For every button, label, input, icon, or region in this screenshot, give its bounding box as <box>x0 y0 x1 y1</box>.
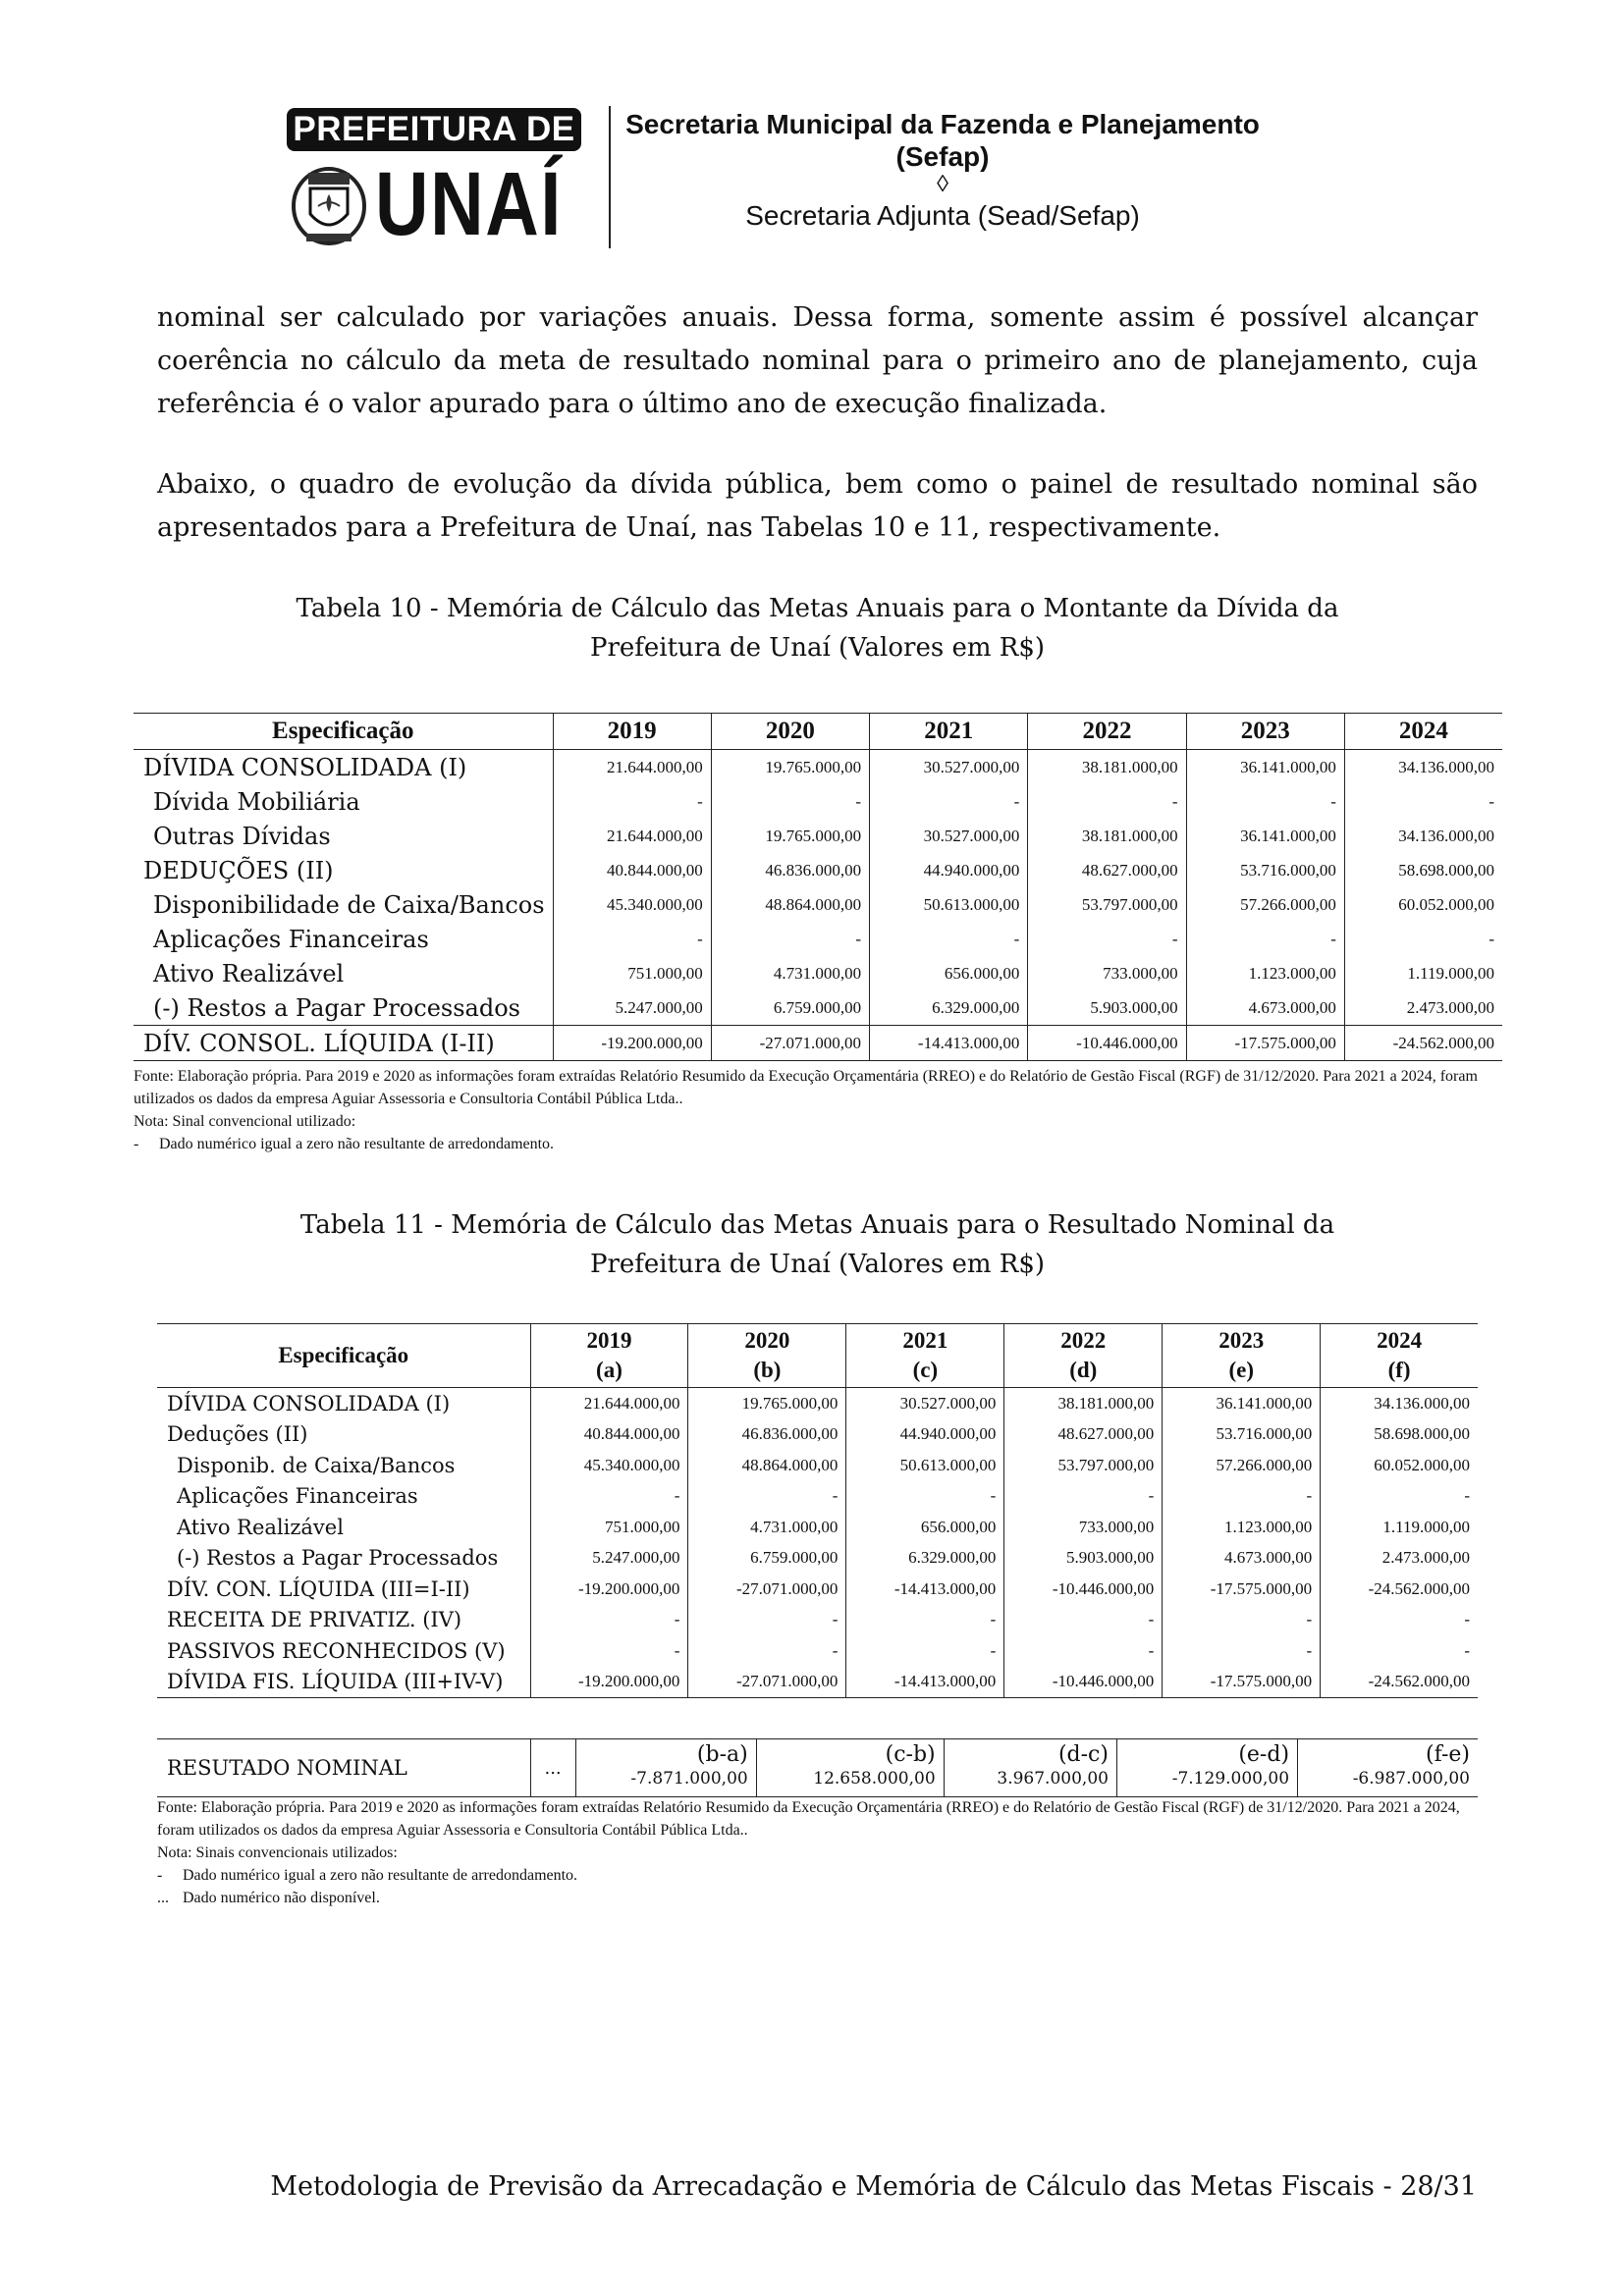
table10-cell: 1.123.000,00 <box>1186 956 1344 990</box>
resultado-nominal-value: -7.129.000,00 <box>1171 1769 1290 1789</box>
table10-cell: 1.119.000,00 <box>1344 956 1502 990</box>
table11-header-year <box>846 1324 1004 1388</box>
table11-cell: 30.527.000,00 <box>846 1388 1004 1419</box>
table10-cell: - <box>870 922 1028 956</box>
resultado-nominal-cell <box>944 1739 1116 1797</box>
table10-cell: 656.000,00 <box>870 956 1028 990</box>
table11-cell: 36.141.000,00 <box>1163 1388 1321 1419</box>
table11-cell: - <box>530 1481 688 1513</box>
table10-header-year: 2024 <box>1344 714 1502 750</box>
table10-cell: - <box>1344 784 1502 819</box>
table11-note-title: Nota: Sinais convencionais utilizados: <box>157 1844 398 1861</box>
table10-cell: 48.864.000,00 <box>711 887 869 922</box>
table11-header-year-label: 2021 <box>902 1328 948 1353</box>
table10-row <box>134 853 1502 887</box>
page-header <box>285 106 1267 253</box>
table11-cell: 53.716.000,00 <box>1163 1419 1321 1451</box>
table10-cell: 19.765.000,00 <box>711 819 869 853</box>
table10-row <box>134 819 1502 853</box>
table11-cell: - <box>846 1635 1004 1667</box>
table10-row-label: DÍVIDA CONSOLIDADA (I) <box>143 753 467 781</box>
table10-cell: -24.562.000,00 <box>1344 1026 1502 1061</box>
table10-cell: 4.731.000,00 <box>711 956 869 990</box>
table10-cell: 38.181.000,00 <box>1028 819 1186 853</box>
table11-row <box>157 1543 1478 1575</box>
table10-cell: 30.527.000,00 <box>870 750 1028 785</box>
table10-cell: 21.644.000,00 <box>553 819 711 853</box>
table10-header-year: 2020 <box>711 714 869 750</box>
table11-header-letter: (a) <box>596 1358 623 1382</box>
prefeitura-logo <box>285 106 584 254</box>
table10-cell: 5.903.000,00 <box>1028 990 1186 1026</box>
table10-cell: 44.940.000,00 <box>870 853 1028 887</box>
table10-note-title: Nota: Sinal convencional utilizado: <box>134 1113 356 1130</box>
table10-cell: 19.765.000,00 <box>711 750 869 785</box>
table11-cell: 50.613.000,00 <box>846 1450 1004 1481</box>
table10-cell: - <box>1186 784 1344 819</box>
table11-header-year <box>1163 1324 1321 1388</box>
table11-row <box>157 1388 1478 1419</box>
resultado-nominal-value: 12.658.000,00 <box>813 1769 936 1789</box>
table10-cell: 48.627.000,00 <box>1028 853 1186 887</box>
resultado-nominal-label: RESUTADO NOMINAL <box>157 1739 530 1797</box>
table11-header-year-label: 2023 <box>1218 1328 1265 1353</box>
table11-row <box>157 1419 1478 1451</box>
secretaria-adjunta: Secretaria Adjunta (Sead/Sefap) <box>745 200 1140 231</box>
table11-row-label: Disponib. de Caixa/Bancos <box>177 1453 456 1477</box>
table10-row-label: Disponibilidade de Caixa/Bancos <box>153 890 545 919</box>
table10-cell: 30.527.000,00 <box>870 819 1028 853</box>
table11-row <box>157 1450 1478 1481</box>
table10-row-label: Ativo Realizável <box>153 959 345 988</box>
table11-cell: 48.627.000,00 <box>1004 1419 1163 1451</box>
table11-cell: 2.473.000,00 <box>1321 1543 1478 1575</box>
table10-cell: 38.181.000,00 <box>1028 750 1186 785</box>
table11-cell: 19.765.000,00 <box>688 1388 846 1419</box>
table11-header-row <box>157 1324 1478 1388</box>
table10-cell: 60.052.000,00 <box>1344 887 1502 922</box>
table11-cell: -24.562.000,00 <box>1321 1667 1478 1698</box>
table10-cell: - <box>1344 922 1502 956</box>
table10-cell: 50.613.000,00 <box>870 887 1028 922</box>
table10-cell: - <box>1186 922 1344 956</box>
table11-cell: 656.000,00 <box>846 1512 1004 1543</box>
table10-cell: 2.473.000,00 <box>1344 990 1502 1026</box>
table11-cell: 5.247.000,00 <box>530 1543 688 1575</box>
table10-row <box>134 1026 1502 1061</box>
page-footer: Metodologia de Previsão da Arrecadação e Memória de Cálculo das Metas Fiscais - 28/31 <box>270 2171 1477 2202</box>
table11-cell: 6.329.000,00 <box>846 1543 1004 1575</box>
table10-row <box>134 784 1502 819</box>
table11-legend-item <box>157 1864 1478 1887</box>
table11-row-label: DÍVIDA CONSOLIDADA (I) <box>167 1391 451 1415</box>
table11-row-label: RECEITA DE PRIVATIZ. (IV) <box>167 1608 462 1632</box>
table10-cell: 58.698.000,00 <box>1344 853 1502 887</box>
table10-cell: - <box>553 922 711 956</box>
table10-row-label: Aplicações Financeiras <box>153 925 429 953</box>
table10-cell: 6.759.000,00 <box>711 990 869 1026</box>
table11-cell: 58.698.000,00 <box>1321 1419 1478 1451</box>
table11-header-year-label: 2024 <box>1377 1328 1423 1353</box>
table11-cell: 46.836.000,00 <box>688 1419 846 1451</box>
table11-legend-text: Dado numérico não disponível. <box>183 1890 380 1906</box>
resultado-nominal-first: ... <box>530 1739 575 1797</box>
table11-cell: 60.052.000,00 <box>1321 1450 1478 1481</box>
table11-cell: - <box>688 1635 846 1667</box>
table11-cell: 48.864.000,00 <box>688 1450 846 1481</box>
table10-cell: 53.797.000,00 <box>1028 887 1186 922</box>
table10-cell: - <box>711 784 869 819</box>
table11-row-label: PASSIVOS RECONHECIDOS (V) <box>167 1638 506 1663</box>
table11-cell: - <box>1163 1605 1321 1636</box>
body-paragraph-2: Abaixo, o quadro de evolução da dívida pública, bem como o painel de resultado nominal são apresentados para a Prefeitura de Unaí, nas Tabelas 10 e 11, respectivamente. <box>157 469 1478 543</box>
table11-resultado-nominal <box>157 1738 1478 1797</box>
table11-row-label: DÍV. CON. LÍQUIDA (III=I-II) <box>167 1576 470 1601</box>
table10-cell: 57.266.000,00 <box>1186 887 1344 922</box>
table10-caption-line2: Prefeitura de Unaí (Valores em R$) <box>589 633 1046 663</box>
coat-of-arms-icon <box>289 163 369 247</box>
logo-top-text: PREFEITURA DE <box>287 108 581 151</box>
table11-cell: - <box>846 1605 1004 1636</box>
table11-caption-line1: Tabela 11 - Memória de Cálculo das Metas Anuais para o Resultado Nominal da <box>299 1210 1335 1240</box>
table10-header-year: 2021 <box>870 714 1028 750</box>
table10-row <box>134 990 1502 1026</box>
table10-row-label: DEDUÇÕES (II) <box>143 856 334 884</box>
table11-row-label: Ativo Realizável <box>177 1515 344 1539</box>
diamond-separator-icon: ◊ <box>937 171 948 197</box>
table11-header-year <box>1321 1324 1478 1388</box>
table11-header-spec: Especificação <box>157 1324 530 1388</box>
resultado-nominal-formula: (f-e) <box>1426 1742 1470 1767</box>
table11-cell: -27.071.000,00 <box>688 1667 846 1698</box>
table11-cell: -24.562.000,00 <box>1321 1574 1478 1605</box>
table11-header-year-label: 2022 <box>1060 1328 1107 1353</box>
resultado-nominal-value: -6.987.000,00 <box>1352 1769 1470 1789</box>
table11-cell: 57.266.000,00 <box>1163 1450 1321 1481</box>
table10-cell: - <box>553 784 711 819</box>
table10-cell: 46.836.000,00 <box>711 853 869 887</box>
table11-caption <box>157 1205 1478 1284</box>
table11-cell: - <box>1163 1481 1321 1513</box>
table11-cell: 4.673.000,00 <box>1163 1543 1321 1575</box>
table10-notes <box>134 1065 1502 1155</box>
table10-header-year: 2019 <box>553 714 711 750</box>
table11-cell: 5.903.000,00 <box>1004 1543 1163 1575</box>
header-divider <box>609 106 611 248</box>
table10-cell: 751.000,00 <box>553 956 711 990</box>
table11-header-year-label: 2020 <box>744 1328 790 1353</box>
resultado-nominal-cell <box>1116 1739 1297 1797</box>
table10-header-year: 2022 <box>1028 714 1186 750</box>
table11-row-label: Deduções (II) <box>167 1422 308 1447</box>
table11-legend-item <box>157 1887 1478 1909</box>
table10-cell: - <box>711 922 869 956</box>
table11-header-year <box>1004 1324 1163 1388</box>
body-paragraph-1: nominal ser calculado por variações anuais. Dessa forma, somente assim é possível alcançar coerência no cálculo da meta de resultado nominal para o primeiro ano de planejamento, cuja referência é o valor apurado para o último ano de execução finalizada. <box>157 302 1478 419</box>
table11-cell: - <box>1004 1605 1163 1636</box>
table10-header-row <box>134 714 1502 750</box>
table11-cell: - <box>1004 1481 1163 1513</box>
table11-row-label: Aplicações Financeiras <box>177 1484 418 1509</box>
table11-cell: - <box>688 1605 846 1636</box>
logo-bottom-text: UNAÍ <box>375 154 563 254</box>
table10-row <box>134 922 1502 956</box>
table10-row-label: (-) Restos a Pagar Processados <box>153 993 520 1022</box>
table11-header-letter: (e) <box>1228 1358 1254 1382</box>
table10-legend-text: Dado numérico igual a zero não resultante de arredondamento. <box>159 1136 555 1152</box>
table10-cell: -17.575.000,00 <box>1186 1026 1344 1061</box>
secretaria-acronym: (Sefap) <box>895 141 990 172</box>
table10-cell: 4.673.000,00 <box>1186 990 1344 1026</box>
table11-cell: - <box>530 1605 688 1636</box>
table10-cell: 36.141.000,00 <box>1186 819 1344 853</box>
table11-cell: -19.200.000,00 <box>530 1574 688 1605</box>
table11-cell: 34.136.000,00 <box>1321 1388 1478 1419</box>
table11 <box>157 1323 1478 1698</box>
table11-header-year <box>688 1324 846 1388</box>
table10-row-label: Outras Dívidas <box>153 822 331 850</box>
table11-cell: 1.119.000,00 <box>1321 1512 1478 1543</box>
table10-legend-mark: - <box>134 1136 139 1152</box>
table11-cell: -19.200.000,00 <box>530 1667 688 1698</box>
resultado-nominal-cell <box>756 1739 944 1797</box>
table10-cell: -27.071.000,00 <box>711 1026 869 1061</box>
table10-cell: - <box>1028 922 1186 956</box>
header-titles <box>619 106 1267 236</box>
table11-header-letter: (b) <box>753 1358 782 1382</box>
table11-cell: 38.181.000,00 <box>1004 1388 1163 1419</box>
resultado-nominal-formula: (e-d) <box>1238 1742 1290 1767</box>
table11-cell: -27.071.000,00 <box>688 1574 846 1605</box>
table10-row-label: DÍV. CONSOL. LÍQUIDA (I-II) <box>134 1026 553 1061</box>
resultado-nominal-formula: (d-c) <box>1057 1742 1109 1767</box>
table11-cell: 45.340.000,00 <box>530 1450 688 1481</box>
secretaria-title: Secretaria Municipal da Fazenda e Planejamento <box>625 109 1260 139</box>
table11-row-label: DÍVIDA FIS. LÍQUIDA (III+IV-V) <box>157 1667 530 1698</box>
resultado-nominal-row <box>157 1739 1478 1797</box>
resultado-nominal-cell <box>575 1739 756 1797</box>
table10 <box>134 713 1502 1061</box>
table11-legend-mark: ... <box>157 1890 169 1906</box>
table11-cell: -17.575.000,00 <box>1163 1667 1321 1698</box>
table10-source: Fonte: Elaboração própria. Para 2019 e 2020 as informações foram extraídas Relatório Resumido da Execução Orçamentária (RREO) e do Relatório de Gestão Fiscal (RGF) de 31/12/2020. Para 2021 a 2024, foram utilizados os dados da empresa Aguiar Assessoria e Consultoria Contábil Pública Ltda.. <box>134 1068 1478 1107</box>
table11-header-letter: (d) <box>1069 1358 1098 1382</box>
table10-caption-line1: Tabela 10 - Memória de Cálculo das Metas Anuais para o Montante da Dívida da <box>296 594 1339 623</box>
table11-cell: - <box>688 1481 846 1513</box>
table11-header-year-label: 2019 <box>586 1328 632 1353</box>
table10-legend-item <box>134 1133 1502 1155</box>
resultado-nominal-cell <box>1298 1739 1478 1797</box>
table11-caption-line2: Prefeitura de Unaí (Valores em R$) <box>589 1250 1046 1279</box>
table11-cell: -10.446.000,00 <box>1004 1667 1163 1698</box>
table11-cell: - <box>1321 1605 1478 1636</box>
table11-cell: 4.731.000,00 <box>688 1512 846 1543</box>
table10-cell: 45.340.000,00 <box>553 887 711 922</box>
table10-cell: -19.200.000,00 <box>553 1026 711 1061</box>
table11-cell: 733.000,00 <box>1004 1512 1163 1543</box>
table11-row-label: (-) Restos a Pagar Processados <box>177 1546 499 1571</box>
table10-caption <box>157 589 1478 667</box>
table11-cell: 751.000,00 <box>530 1512 688 1543</box>
table11-cell: - <box>1004 1635 1163 1667</box>
table11-cell: 44.940.000,00 <box>846 1419 1004 1451</box>
table10-cell: 34.136.000,00 <box>1344 750 1502 785</box>
table11-legend-text: Dado numérico igual a zero não resultante de arredondamento. <box>183 1867 578 1884</box>
table11-source: Fonte: Elaboração própria. Para 2019 e 2020 as informações foram extraídas Relatório Resumido da Execução Orçamentária (RREO) e do Relatório de Gestão Fiscal (RGF) de 31/12/2020. Para 2021 a 2024, foram utilizados os dados da empresa Aguiar Assessoria e Consultoria Contábil Pública Ltda.. <box>157 1799 1460 1839</box>
table10-cell: 5.247.000,00 <box>553 990 711 1026</box>
table11-cell: 40.844.000,00 <box>530 1419 688 1451</box>
table11-cell: -10.446.000,00 <box>1004 1574 1163 1605</box>
resultado-nominal-value: -7.871.000,00 <box>630 1769 748 1789</box>
table11-header-year <box>530 1324 688 1388</box>
resultado-nominal-value: 3.967.000,00 <box>997 1769 1109 1789</box>
table11-cell: 1.123.000,00 <box>1163 1512 1321 1543</box>
table10-cell: 40.844.000,00 <box>553 853 711 887</box>
table10-cell: 34.136.000,00 <box>1344 819 1502 853</box>
table10-cell: 733.000,00 <box>1028 956 1186 990</box>
table10-row <box>134 887 1502 922</box>
table11-cell: 53.797.000,00 <box>1004 1450 1163 1481</box>
table11-header-letter: (c) <box>912 1358 939 1382</box>
resultado-nominal-formula: (c-b) <box>885 1742 936 1767</box>
table11-row <box>157 1605 1478 1636</box>
table11-legend-mark: - <box>157 1867 163 1884</box>
table11-row <box>157 1481 1478 1513</box>
table10-cell: - <box>1028 784 1186 819</box>
table11-cell: - <box>1163 1635 1321 1667</box>
table10-cell: - <box>870 784 1028 819</box>
table11-header-letter: (f) <box>1387 1358 1411 1382</box>
table11-cell: 21.644.000,00 <box>530 1388 688 1419</box>
resultado-nominal-formula: (b-a) <box>696 1742 748 1767</box>
table11-row <box>157 1574 1478 1605</box>
table11-cell: - <box>846 1481 1004 1513</box>
table10-row-label: Dívida Mobiliária <box>153 787 360 816</box>
table11-cell: - <box>530 1635 688 1667</box>
table11-cell: -17.575.000,00 <box>1163 1574 1321 1605</box>
table10-header-spec: Especificação <box>134 714 553 750</box>
table10-cell: 6.329.000,00 <box>870 990 1028 1026</box>
table11-row <box>157 1635 1478 1667</box>
table10-header-year: 2023 <box>1186 714 1344 750</box>
table11-notes <box>157 1796 1478 1909</box>
table10-cell: -10.446.000,00 <box>1028 1026 1186 1061</box>
table10-cell: 36.141.000,00 <box>1186 750 1344 785</box>
table10-cell: -14.413.000,00 <box>870 1026 1028 1061</box>
table10-row <box>134 750 1502 785</box>
table11-cell: -14.413.000,00 <box>846 1667 1004 1698</box>
table11-row <box>157 1667 1478 1698</box>
table10-cell: 21.644.000,00 <box>553 750 711 785</box>
table10-cell: 53.716.000,00 <box>1186 853 1344 887</box>
table11-cell: - <box>1321 1481 1478 1513</box>
table11-cell: -14.413.000,00 <box>846 1574 1004 1605</box>
table11-cell: - <box>1321 1635 1478 1667</box>
table10-row <box>134 956 1502 990</box>
table11-cell: 6.759.000,00 <box>688 1543 846 1575</box>
table11-row <box>157 1512 1478 1543</box>
